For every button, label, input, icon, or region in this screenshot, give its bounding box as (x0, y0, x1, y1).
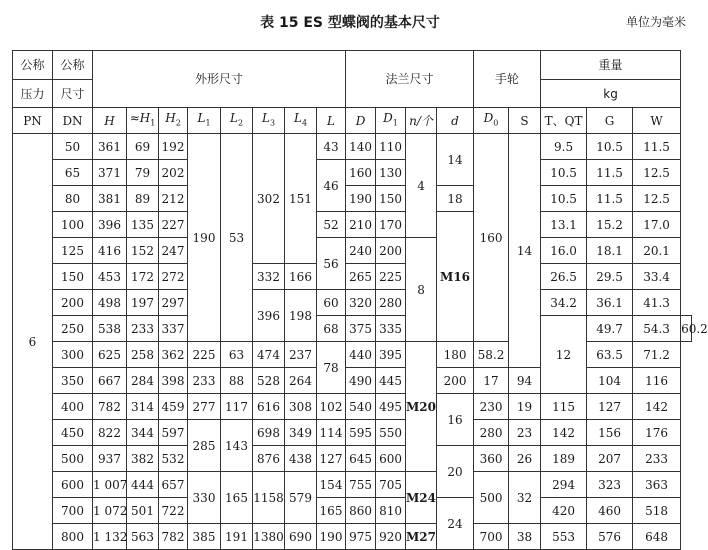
cell-H: 453 (93, 264, 127, 290)
header-W: W (633, 108, 681, 134)
cell-H2: 202 (159, 160, 188, 186)
cell-H2: 782 (159, 524, 188, 550)
cell-G: 10.5 (587, 134, 633, 160)
cell-H2: 272 (159, 264, 188, 290)
cell-TQT: 10.5 (541, 160, 587, 186)
cell-L2: 88 (221, 368, 253, 394)
cell-TQT: 189 (541, 446, 587, 472)
header-L1-text: L (197, 110, 206, 125)
cell-H1: 152 (127, 238, 159, 264)
cell-S: 26 (509, 446, 541, 472)
header-H: H (93, 108, 127, 134)
cell-H1: 197 (127, 290, 159, 316)
cell-G: 54.3 (633, 316, 681, 342)
cell-L1: 285 (188, 420, 221, 472)
cell-L3: 1158 (253, 472, 285, 524)
cell-H1: 89 (127, 186, 159, 212)
cell-L4: 151 (285, 134, 317, 264)
cell-D1: 600 (376, 446, 406, 472)
cell-D0: 180 (437, 342, 474, 368)
cell-L3: 528 (253, 368, 285, 394)
cell-L: 102 (317, 394, 346, 420)
dimension-table (12, 50, 708, 550)
cell-L2: 117 (221, 394, 253, 420)
header-H1-text: ≈H (129, 110, 151, 125)
cell-D: 860 (346, 498, 376, 524)
header-dn-bot: DN (53, 108, 93, 134)
cell-L4: 438 (285, 446, 317, 472)
cell-L: 60 (317, 290, 346, 316)
cell-H: 361 (93, 134, 127, 160)
cell-D1: 200 (376, 238, 406, 264)
header-D1-sub: 1 (392, 118, 398, 128)
cell-W: 60.2 (681, 316, 692, 342)
cell-L: 43 (317, 134, 346, 160)
cell-n: 12 (541, 316, 587, 394)
cell-L2: 191 (221, 524, 253, 550)
cell-dn: 350 (53, 368, 93, 394)
header-L3-text: L (261, 110, 270, 125)
header-pn-top: 公称 (13, 51, 53, 80)
cell-W: 20.1 (633, 238, 681, 264)
cell-D1: 495 (376, 394, 406, 420)
cell-D0: 200 (437, 368, 474, 394)
table-row (13, 472, 692, 498)
cell-L1: 233 (188, 368, 221, 394)
cell-D: 210 (346, 212, 376, 238)
cell-G: 576 (587, 524, 633, 550)
cell-L: 165 (317, 498, 346, 524)
cell-TQT: 94 (509, 368, 541, 394)
cell-H2: 337 (159, 316, 188, 342)
cell-d: M27 (406, 524, 437, 550)
cell-D: 490 (346, 368, 376, 394)
cell-H1: 501 (127, 498, 159, 524)
cell-TQT: 58.2 (474, 342, 509, 368)
cell-D1: 920 (376, 524, 406, 550)
table-row (13, 238, 692, 264)
cell-dn: 200 (53, 290, 93, 316)
cell-dn: 65 (53, 160, 93, 186)
cell-L: 127 (317, 446, 346, 472)
cell-H1: 258 (127, 342, 159, 368)
header-L: L (317, 108, 346, 134)
header-H2-sub: 2 (175, 118, 181, 128)
cell-TQT: 34.2 (541, 290, 587, 316)
cell-L4: 237 (285, 342, 317, 368)
cell-d: M16 (437, 212, 474, 342)
cell-D0: 280 (474, 420, 509, 446)
table-row (13, 420, 692, 446)
cell-W: 116 (633, 368, 681, 394)
cell-D1: 170 (376, 212, 406, 238)
header-row-3 (13, 108, 692, 134)
cell-D: 160 (346, 160, 376, 186)
cell-TQT: 115 (541, 394, 587, 420)
header-weight: 重量 (541, 51, 681, 80)
cell-H: 1 072 (93, 498, 127, 524)
cell-H2: 247 (159, 238, 188, 264)
header-H1 (127, 108, 159, 134)
table-row (13, 160, 692, 186)
cell-H2: 532 (159, 446, 188, 472)
cell-L2: 53 (221, 134, 253, 342)
cell-L4: 690 (285, 524, 317, 550)
cell-TQT: 10.5 (541, 186, 587, 212)
cell-dn: 800 (53, 524, 93, 550)
cell-pn: 6 (13, 134, 53, 550)
header-D: D (346, 108, 376, 134)
cell-H2: 362 (159, 342, 188, 368)
cell-dn: 700 (53, 498, 93, 524)
cell-G: 323 (587, 472, 633, 498)
header-outline: 外形尺寸 (93, 51, 346, 108)
cell-D: 440 (346, 342, 376, 368)
cell-H1: 79 (127, 160, 159, 186)
cell-L: 52 (317, 212, 346, 238)
cell-G: 127 (587, 394, 633, 420)
header-TQT: T、QT (541, 108, 587, 134)
table-row (13, 134, 692, 160)
cell-TQT: 9.5 (541, 134, 587, 160)
cell-L4: 308 (285, 394, 317, 420)
cell-L2: 63 (221, 342, 253, 368)
table-row (13, 394, 692, 420)
cell-D1: 395 (376, 342, 406, 368)
cell-W: 363 (633, 472, 681, 498)
cell-D1: 225 (376, 264, 406, 290)
cell-L3: 332 (253, 264, 285, 290)
cell-n: 24 (437, 498, 474, 550)
cell-H1: 382 (127, 446, 159, 472)
header-L3-sub: 3 (269, 118, 276, 128)
header-L2-sub: 2 (237, 118, 244, 128)
header-row-1 (13, 51, 692, 80)
cell-L1: 277 (188, 394, 221, 420)
cell-H: 782 (93, 394, 127, 420)
table-row (13, 446, 692, 472)
header-n: n/个 (406, 108, 437, 134)
cell-G: 36.1 (587, 290, 633, 316)
cell-H1: 444 (127, 472, 159, 498)
cell-H: 396 (93, 212, 127, 238)
cell-D1: 810 (376, 498, 406, 524)
header-L1-sub: 1 (205, 118, 211, 128)
cell-dn: 450 (53, 420, 93, 446)
cell-dn: 250 (53, 316, 93, 342)
header-d: d (437, 108, 474, 134)
header-D0-text: D (483, 110, 494, 125)
cell-L4: 579 (285, 472, 317, 524)
cell-H: 381 (93, 186, 127, 212)
cell-L: 78 (317, 342, 346, 394)
unit-note: 单位为毫米 (625, 15, 686, 29)
header-S: S (509, 108, 541, 134)
table-row (13, 368, 692, 394)
header-H1-sub: 1 (150, 118, 156, 128)
cell-L1: 190 (188, 134, 221, 342)
cell-H: 1 132 (93, 524, 127, 550)
cell-S: 32 (509, 472, 541, 524)
cell-W: 233 (633, 446, 681, 472)
cell-W: 176 (633, 420, 681, 446)
cell-n: 4 (406, 134, 437, 238)
cell-H: 1 007 (93, 472, 127, 498)
cell-L2: 143 (221, 420, 253, 472)
cell-L3: 302 (253, 134, 285, 264)
cell-G: 18.1 (587, 238, 633, 264)
cell-W: 648 (633, 524, 681, 550)
cell-D1: 130 (376, 160, 406, 186)
cell-TQT: 142 (541, 420, 587, 446)
cell-H1: 233 (127, 316, 159, 342)
cell-W: 518 (633, 498, 681, 524)
cell-D: 240 (346, 238, 376, 264)
cell-D1: 335 (376, 316, 406, 342)
cell-S: 14 (509, 134, 541, 368)
cell-H: 667 (93, 368, 127, 394)
cell-L3: 616 (253, 394, 285, 420)
cell-S: 38 (509, 524, 541, 550)
header-L2 (221, 108, 253, 134)
cell-H: 625 (93, 342, 127, 368)
cell-G: 29.5 (587, 264, 633, 290)
cell-H1: 314 (127, 394, 159, 420)
cell-D0: 360 (474, 446, 509, 472)
header-L1 (188, 108, 221, 134)
cell-W: 17.0 (633, 212, 681, 238)
table-row (13, 498, 692, 524)
header-pn-mid: 压力 (13, 80, 53, 108)
cell-S: 23 (509, 420, 541, 446)
cell-D: 190 (346, 186, 376, 212)
header-D1 (376, 108, 406, 134)
cell-L: 68 (317, 316, 346, 342)
cell-D: 265 (346, 264, 376, 290)
table-row (13, 524, 692, 550)
cell-D1: 445 (376, 368, 406, 394)
header-L4-sub: 4 (301, 118, 308, 128)
table-row (13, 342, 692, 368)
cell-dn: 150 (53, 264, 93, 290)
cell-H1: 69 (127, 134, 159, 160)
cell-H: 498 (93, 290, 127, 316)
cell-H2: 212 (159, 186, 188, 212)
cell-G: 104 (587, 368, 633, 394)
cell-n: 20 (437, 446, 474, 498)
cell-H2: 398 (159, 368, 188, 394)
cell-d: M24 (406, 472, 437, 524)
header-D0 (474, 108, 509, 134)
cell-TQT: 13.1 (541, 212, 587, 238)
cell-G: 156 (587, 420, 633, 446)
cell-G: 460 (587, 498, 633, 524)
cell-L3: 698 (253, 420, 285, 446)
table-row (13, 316, 692, 342)
cell-H2: 597 (159, 420, 188, 446)
cell-H2: 227 (159, 212, 188, 238)
cell-H: 416 (93, 238, 127, 264)
cell-L: 56 (317, 238, 346, 290)
cell-H1: 344 (127, 420, 159, 446)
cell-W: 71.2 (633, 342, 681, 368)
cell-dn: 100 (53, 212, 93, 238)
cell-L3: 1380 (253, 524, 285, 550)
header-H2-text: H (165, 110, 176, 125)
cell-d: M20 (406, 342, 437, 472)
header-dn-top: 公称 (53, 51, 93, 80)
cell-L1: 225 (188, 342, 221, 368)
cell-D0: 160 (474, 134, 509, 342)
cell-D0: 700 (474, 524, 509, 550)
cell-H: 822 (93, 420, 127, 446)
header-D1-text: D (383, 110, 393, 125)
cell-H: 538 (93, 316, 127, 342)
cell-H2: 297 (159, 290, 188, 316)
header-flange: 法兰尺寸 (346, 51, 474, 108)
cell-D: 540 (346, 394, 376, 420)
cell-G: 11.5 (587, 186, 633, 212)
cell-TQT: 26.5 (541, 264, 587, 290)
cell-D: 755 (346, 472, 376, 498)
cell-W: 12.5 (633, 186, 681, 212)
header-L4-text: L (293, 110, 302, 125)
cell-S: 17 (474, 368, 509, 394)
header-G: G (587, 108, 633, 134)
cell-TQT: 16.0 (541, 238, 587, 264)
header-H2 (159, 108, 188, 134)
cell-H2: 192 (159, 134, 188, 160)
cell-W: 41.3 (633, 290, 681, 316)
cell-D1: 550 (376, 420, 406, 446)
cell-dn: 125 (53, 238, 93, 264)
cell-L1: 385 (188, 524, 221, 550)
cell-dn: 500 (53, 446, 93, 472)
table-row (13, 186, 692, 212)
header-L3 (253, 108, 285, 134)
cell-D1: 110 (376, 134, 406, 160)
table-row (13, 264, 692, 290)
table-row (13, 212, 692, 238)
cell-dn: 50 (53, 134, 93, 160)
cell-W: 33.4 (633, 264, 681, 290)
cell-H1: 563 (127, 524, 159, 550)
cell-TQT: 49.7 (587, 316, 633, 342)
cell-G: 15.2 (587, 212, 633, 238)
header-L4 (285, 108, 317, 134)
cell-TQT: 294 (541, 472, 587, 498)
cell-n: 16 (437, 394, 474, 446)
header-L2-text: L (229, 110, 238, 125)
cell-L4: 198 (285, 290, 317, 342)
cell-G: 11.5 (587, 160, 633, 186)
cell-L1: 330 (188, 472, 221, 524)
cell-L4: 264 (285, 368, 317, 394)
cell-H1: 284 (127, 368, 159, 394)
cell-S: 19 (509, 394, 541, 420)
cell-D: 140 (346, 134, 376, 160)
cell-dn: 300 (53, 342, 93, 368)
cell-D: 595 (346, 420, 376, 446)
cell-W: 12.5 (633, 160, 681, 186)
cell-D: 320 (346, 290, 376, 316)
cell-H2: 722 (159, 498, 188, 524)
cell-d: 14 (437, 134, 474, 186)
cell-G: 63.5 (587, 342, 633, 368)
cell-L3: 396 (253, 290, 285, 342)
cell-D0: 500 (474, 472, 509, 524)
cell-W: 11.5 (633, 134, 681, 160)
table-title: 表 15 ES 型蝶阀的基本尺寸 (260, 15, 440, 31)
cell-H1: 135 (127, 212, 159, 238)
cell-TQT: 420 (541, 498, 587, 524)
cell-G: 207 (587, 446, 633, 472)
cell-d: 18 (437, 186, 474, 212)
header-dn-mid: 尺寸 (53, 80, 93, 108)
cell-L4: 349 (285, 420, 317, 446)
cell-H2: 459 (159, 394, 188, 420)
cell-D: 975 (346, 524, 376, 550)
cell-L3: 876 (253, 446, 285, 472)
cell-H2: 657 (159, 472, 188, 498)
header-pn-bot: PN (13, 108, 53, 134)
cell-L2: 165 (221, 472, 253, 524)
table-row (13, 290, 692, 316)
cell-H: 371 (93, 160, 127, 186)
cell-D1: 705 (376, 472, 406, 498)
cell-L3: 474 (253, 342, 285, 368)
cell-L: 190 (317, 524, 346, 550)
cell-L: 154 (317, 472, 346, 498)
cell-L4: 166 (285, 264, 317, 290)
cell-D0: 230 (474, 394, 509, 420)
cell-D1: 150 (376, 186, 406, 212)
cell-L: 46 (317, 160, 346, 212)
header-D0-sub: 0 (493, 118, 499, 128)
header-weight-unit: kg (541, 80, 681, 108)
cell-H: 937 (93, 446, 127, 472)
cell-dn: 400 (53, 394, 93, 420)
header-handwheel: 手轮 (474, 51, 541, 108)
cell-D: 375 (346, 316, 376, 342)
cell-D1: 280 (376, 290, 406, 316)
cell-H1: 172 (127, 264, 159, 290)
cell-dn: 600 (53, 472, 93, 498)
cell-TQT: 553 (541, 524, 587, 550)
cell-n: 8 (406, 238, 437, 342)
cell-W: 142 (633, 394, 681, 420)
cell-L: 114 (317, 420, 346, 446)
cell-D: 645 (346, 446, 376, 472)
cell-dn: 80 (53, 186, 93, 212)
